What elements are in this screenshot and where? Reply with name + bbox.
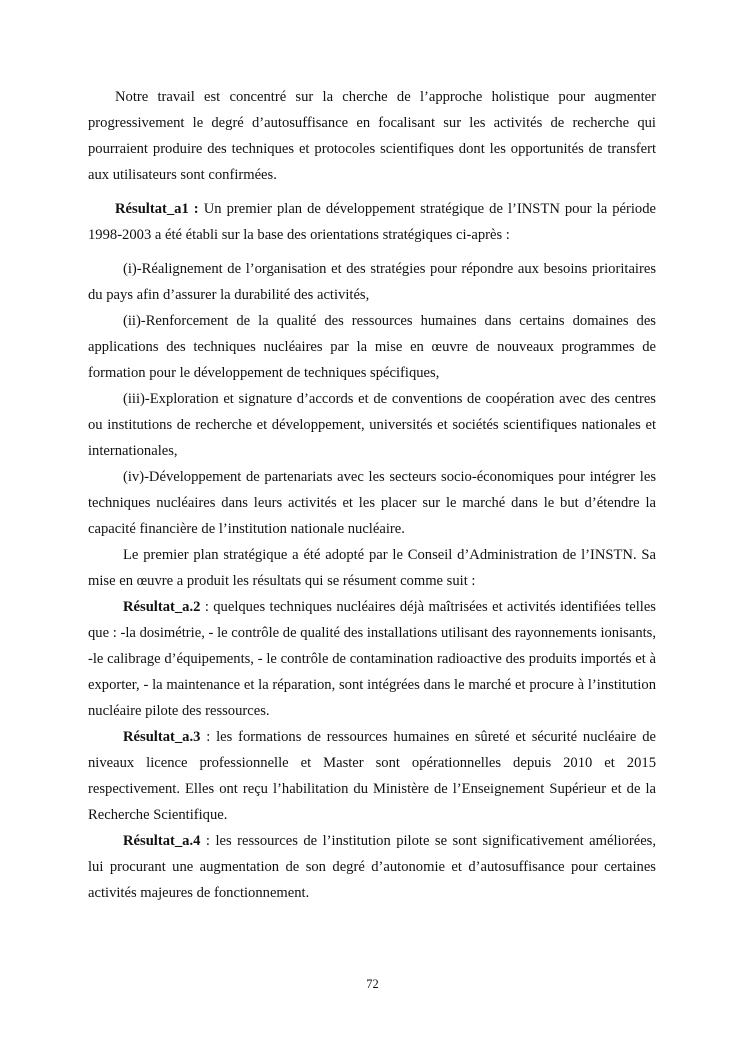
strategic-item-iii: (iii)-Exploration et signature d’accords et de conventions de coopération avec des centres ou institutions de recherche et développement, universités et sociétés scientifiques nationales et internationales, xyxy=(88,391,656,459)
strategic-item-i: (i)-Réalignement de l’organisation et des stratégies pour répondre aux besoins prioritaires du pays afin d’assurer la durabilité des activités, xyxy=(88,261,656,303)
result-a3-label: Résultat_a.3 xyxy=(123,729,201,745)
strategic-item-iv: (iv)-Développement de partenariats avec les secteurs socio-économiques pour intégrer les techniques nucléaires dans leurs activités et les placer sur le marché dans le but d’étendre la capacité financière de l’institution nationale nucléaire. xyxy=(88,469,656,537)
page-number: 72 xyxy=(366,977,379,991)
result-a3-paragraph xyxy=(88,724,656,828)
result-a1-paragraph xyxy=(88,196,656,248)
result-a1-text: Un premier plan de développement stratégique de l’INSTN pour la période 1998-2003 a été établi sur la base des orientations stratégiques ci-après : xyxy=(88,201,656,243)
adoption-paragraph: Le premier plan stratégique a été adopté par le Conseil d’Administration de l’INSTN. Sa mise en œuvre a produit les résultats qui se résument comme suit : xyxy=(88,547,656,589)
strategic-item-ii: (ii)-Renforcement de la qualité des ressources humaines dans certains domaines des applications des techniques nucléaires par la mise en œuvre de nouveaux programmes de formation pour le développement de techniques spécifiques, xyxy=(88,313,656,381)
result-a3-text: : les formations de ressources humaines en sûreté et sécurité nucléaire de niveaux licence professionnelle et Master sont opérationnelles depuis 2010 et 2015 respectivement. Elles ont reçu l’habilitation du Ministère de l’Enseignement Supérieur et de la Recherche Scientifique. xyxy=(88,729,656,823)
result-a4-label: Résultat_a.4 xyxy=(123,833,201,849)
intro-paragraph: Notre travail est concentré sur la cherche de l’approche holistique pour augmenter progressivement le degré d’autosuffisance en focalisant sur les activités de recherche qui pourraient produire des techniques et protocoles scientifiques dont les opportunités de transfert aux utilisateurs sont confirmées. xyxy=(88,89,656,183)
result-a4-paragraph xyxy=(88,828,656,906)
document-body xyxy=(88,84,656,906)
result-a4-text: : les ressources de l’institution pilote se sont significativement améliorées, lui procurant une augmentation de son degré d’autonomie et d’autosuffisance pour certaines activités majeures de fonctionnement. xyxy=(88,833,656,901)
result-a2-label: Résultat_a.2 xyxy=(123,599,201,615)
result-a2-text: : quelques techniques nucléaires déjà maîtrisées et activités identifiées telles que : -la dosimétrie, - le contrôle de qualité des installations utilisant des rayonnements ionisants, -le calibrage d’équipements, - le contrôle de contamination radioactive des produits importés et à exporter, - la maintenance et la réparation, sont intégrées dans le marché et procure à l’institution nucléaire pilote des ressources. xyxy=(88,599,656,719)
result-a2-paragraph xyxy=(88,594,656,724)
result-a1-label: Résultat_a1 : xyxy=(115,201,199,217)
